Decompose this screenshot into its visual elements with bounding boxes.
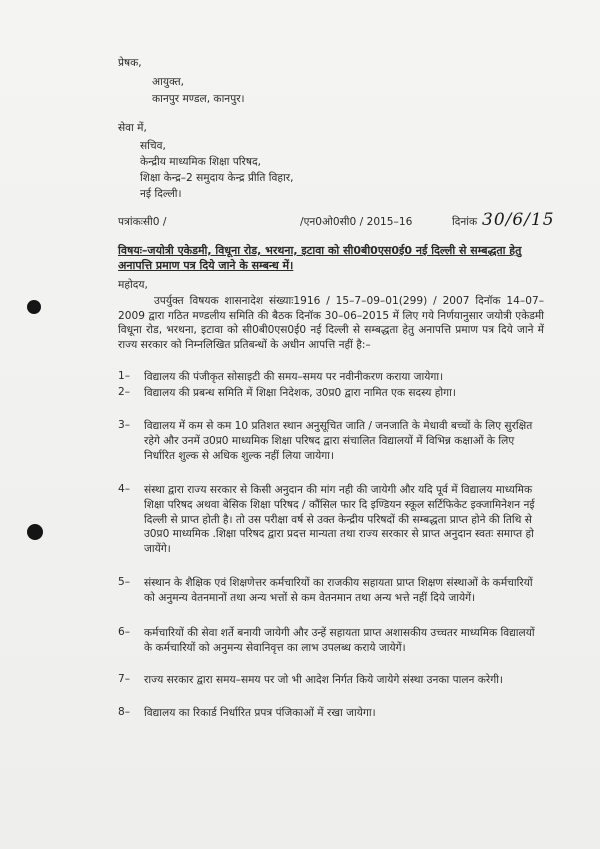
reference-patrank: पत्रांकःसी0 / [118, 216, 167, 228]
recipient-line-4: नई दिल्ली। [140, 188, 182, 200]
date-label: दिनांक [452, 216, 478, 228]
condition-number: 5– [118, 576, 131, 588]
recipient-line-2: केन्द्रीय माध्यमिक शिक्षा परिषद, [140, 156, 261, 168]
condition-text: विद्यालय का रिकार्ड निर्धारित प्रपत्र पंजिकाओं में रखा जायेगा। [144, 707, 376, 719]
subject-line: विषयः–जयोत्री एकेडमी, विधूना रोड, भरथना, इटावा को सी0बी0एस0ई0 नई दिल्ली से सम्बद्धता हेतु अनापत्ति प्रमाण पत्र दिये जाने के सम्बन्ध में। [118, 244, 522, 272]
recipient-label: सेवा में, [118, 122, 147, 134]
condition-text: कर्मचारियों की सेवा शर्ते बनायी जायेगी और उन्हें सहायता प्राप्त अशासकीय उच्चतर माध्यमिक विद्यालयों के कर्मचारियों को अनुमन्य सेवानिवृत्त का लाभ उपलब्ध कराये जायेगें। [144, 627, 535, 654]
condition-number: 7– [118, 673, 131, 685]
recipient-line-1: सचिव, [140, 140, 166, 152]
condition-text: संस्था द्वारा राज्य सरकार से किसी अनुदान की मांग नही की जायेगी और यदि पूर्व में विद्यालय माध्यमिक शिक्षा परिषद अथवा बेसिक शिक्षा परिषद / कौंसिल फार दि इण्डियन स्कूल सर्टिफिकेट इक्जामिनेशन नई दिल्ली से प्राप्त होती है। तो उस परीक्षा वर्ष से उक्त केन्द्रीय परिषदों की सम्बद्धता प्राप्त होने की तिथि से उ0प्र0 माध्यमिक .शिक्षा परिषद द्वारा प्रदत्त मान्यता तथा राज्य सरकार से प्राप्त अनुदान स्वतः समाप्त हो जायेंगे। [144, 484, 535, 556]
condition-number: 6– [118, 626, 131, 638]
sender-line-1: आयुक्त, [152, 76, 185, 88]
condition-number: 3– [118, 419, 131, 431]
condition-text: विद्यालय की पंजीकृत सोसाइटी की समय–समय पर नवीनीकरण कराया जायेगा। [144, 371, 444, 383]
condition-text: विद्यालय में कम से कम 10 प्रतिशत स्थान अनुसूचित जाति / जनजाति के मेधावी बच्चों के लिए सुरक्षित रहेगे और उनमें उ0प्र0 माध्यमिक शिक्षा परिषद द्वारा संचालित विद्यालयों में विभिन्न कक्षाओं के लिए निर्धारित शुल्क से अधिक शुल्क नहीं लिया जायेगा। [144, 420, 533, 462]
reference-number: /एन0ओ0सी0 / 2015–16 [300, 216, 413, 228]
punch-hole [27, 300, 41, 314]
condition-text: राज्य सरकार द्वारा समय–समय पर जो भी आदेश निर्गत किये जायेगे संस्था उनका पालन करेगी। [144, 674, 503, 686]
punch-hole [27, 524, 43, 540]
condition-text: संस्थान के शैक्षिक एवं शिक्षणेत्तर कर्मचारियों का राजकीय सहायता प्राप्त शिक्षण संस्थाओं के कर्मचारियों को अनुमन्य वेतनमानों तथा अन्य भत्तों से कम वेतनमान तथा अन्य भत्ते नहीं दिये जायेगें। [144, 577, 533, 604]
condition-number: 1– [118, 370, 131, 382]
condition-number: 8– [118, 706, 131, 718]
sender-label: प्रेषक, [118, 57, 142, 69]
salutation: महोदय, [118, 279, 148, 291]
condition-number: 2– [118, 386, 131, 398]
sender-line-2: कानपुर मण्डल, कानपुर। [152, 93, 245, 105]
condition-number: 4– [118, 483, 131, 495]
condition-text: विद्यालय की प्रबन्ध समिति में शिक्षा निदेशक, उ0प्र0 द्वारा नामित एक सदस्य होगा। [144, 387, 456, 399]
intro-paragraph: उपर्युक्त विषयक शासनादेश संख्याः1916 / 15–7–09–01(299) / 2007 दिनॉक 14–07–2009 द्वारा गठित मण्डलीय समिति की बैठक दिनॉक 30–06–2015 में लिए गये निर्णयानुसार जयोत्री एकेडमी विधूना रोड, भरथना, इटावा को सी0बी0एस0ई0 नई दिल्ली से सम्बद्धता हेतु अनापत्ति प्रमाण पत्र दिये जाने में राज्य सरकार को निम्नलिखित प्रतिबन्धों के अधीन आपत्ति नहीं है:– [118, 295, 544, 351]
date-handwritten: 30/6/15 [482, 210, 555, 230]
recipient-line-3: शिक्षा केन्द्र–2 समुदाय केन्द्र प्रीति विहार, [140, 172, 294, 184]
